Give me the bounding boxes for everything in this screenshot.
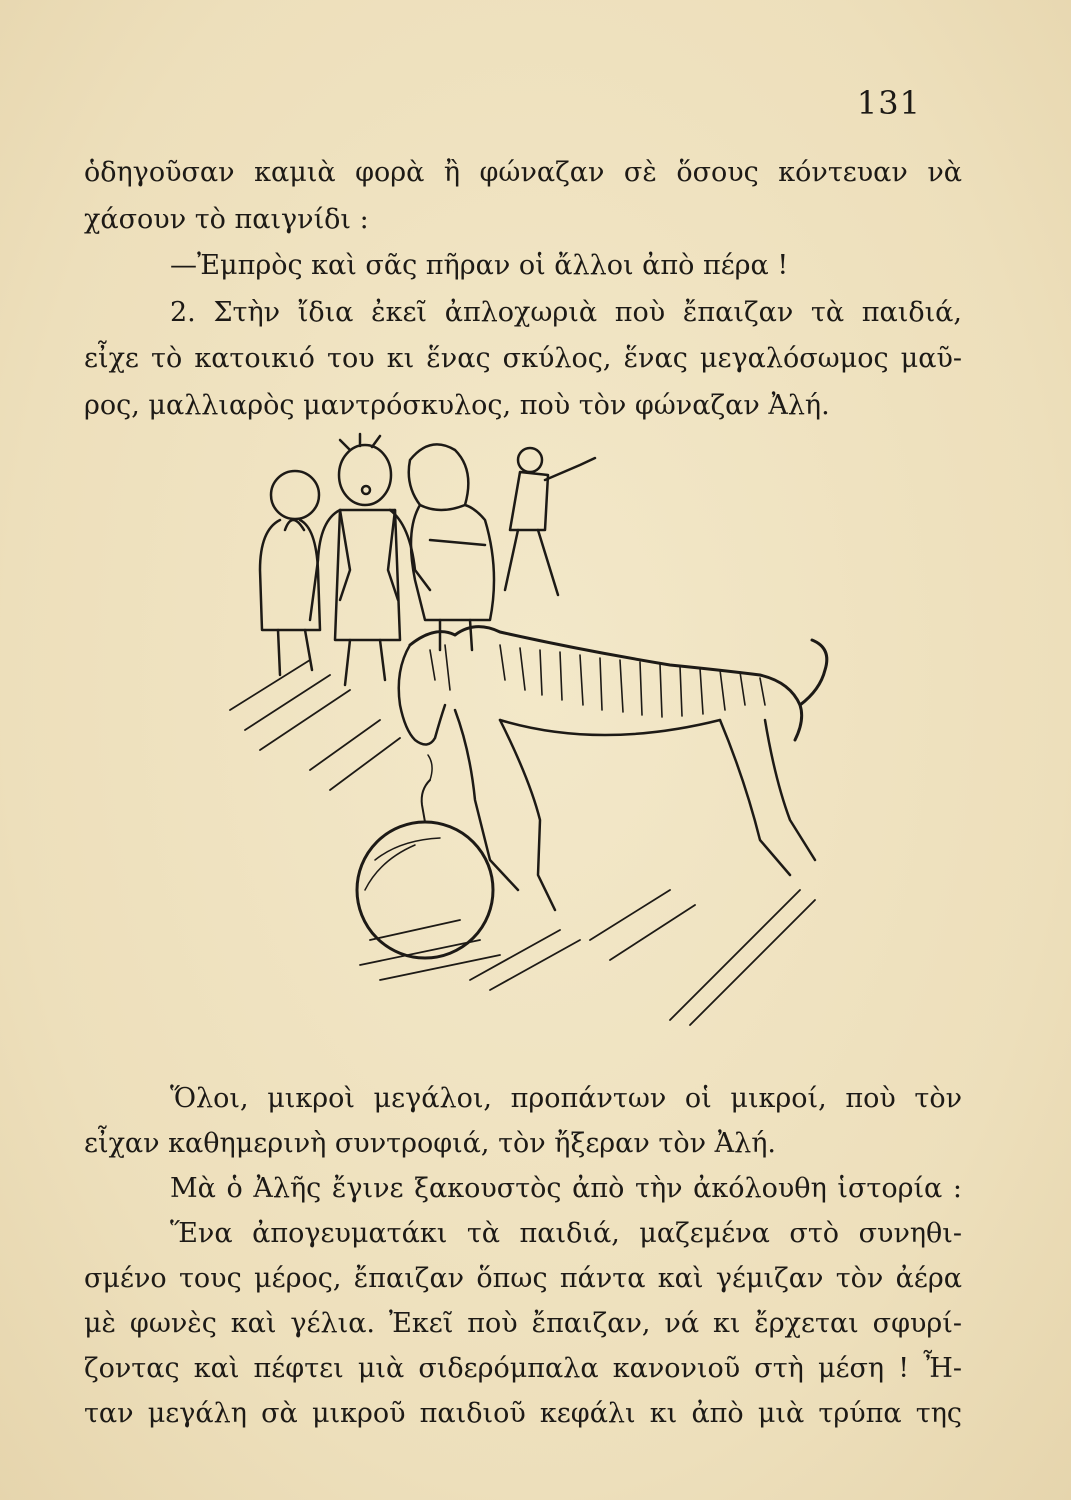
text-line: —Ἐμπρὸς καὶ σᾶς πῆραν οἱ ἄλλοι ἀπὸ πέρα ! xyxy=(170,250,789,281)
bottom-text-block xyxy=(84,1076,962,1436)
page-number: 131 xyxy=(856,84,921,122)
illustration xyxy=(200,420,980,1070)
text-line: 2. Στὴν ἴδια ἐκεῖ ἀπλοχωριὰ ποὺ ἔπαιζαν τὰ παιδιά, xyxy=(170,296,962,328)
text-line: ταν μεγάλη σὰ μικροῦ παιδιοῦ κεφάλι κι ἀπὸ μιὰ τρύπα της xyxy=(84,1398,962,1429)
top-text-block xyxy=(84,150,962,429)
text-line: σμένο τους μέρος, ἔπαιζαν ὅπως πάντα καὶ γέμιζαν τὸν ἀέρα xyxy=(84,1263,962,1294)
text-line: Ὅλοι, μικροὶ μεγάλοι, προπάντων οἱ μικροί, ποὺ τὸν xyxy=(170,1083,962,1114)
dog-cannonball-children-illustration-icon xyxy=(200,420,980,1070)
text-line: Μὰ ὁ Ἀλῆς ἔγινε ξακουστὸς ἀπὸ τὴν ἀκόλουθη ἱστορία : xyxy=(170,1173,962,1204)
text-line: ρος, μαλλιαρὸς μαντρόσκυλος, ποὺ τὸν φώναζαν Ἀλή. xyxy=(84,389,830,421)
text-line: ὁδηγοῦσαν καμιὰ φορὰ ἢ φώναζαν σὲ ὅσους κόντευαν νὰ xyxy=(84,157,962,188)
text-line: εἶχαν καθημερινὴ συντροφιά, τὸν ἤξεραν τὸν Ἀλή. xyxy=(84,1128,776,1159)
text-line: χάσουν τὸ παιγνίδι : xyxy=(84,203,369,235)
text-line: εἶχε τὸ κατοικιό του κι ἕνας σκύλος, ἕνας μεγαλόσωμος μαῦ- xyxy=(84,343,962,374)
text-line: ζοντας καὶ πέφτει μιὰ σιδερόμπαλα κανονιοῦ στὴ μέση ! Ἦ- xyxy=(84,1353,962,1384)
text-line: μὲ φωνὲς καὶ γέλια. Ἐκεῖ ποὺ ἔπαιζαν, νά κι ἔρχεται σφυρί- xyxy=(84,1308,962,1339)
text-line: Ἕνα ἀπογευματάκι τὰ παιδιά, μαζεμένα στὸ συνηθι- xyxy=(170,1218,962,1249)
